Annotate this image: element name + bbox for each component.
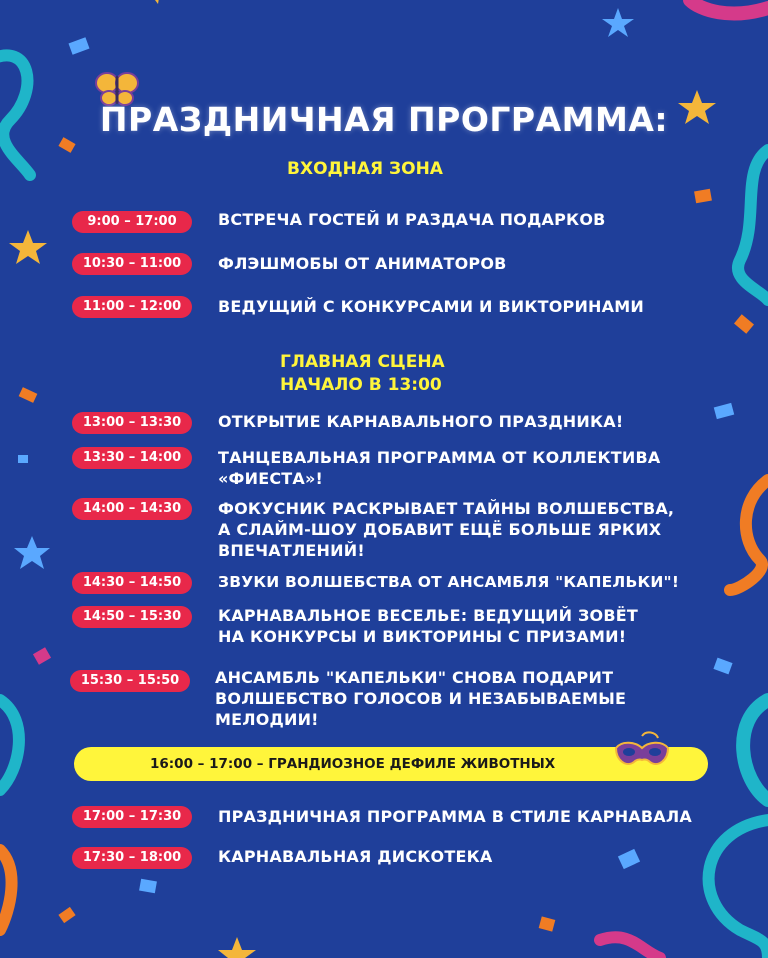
star-icon [602, 8, 634, 37]
time-badge: 13:30 – 14:00 [72, 447, 192, 469]
event-description: ФЛЭШМОБЫ ОТ АНИМАТОРОВ [218, 254, 507, 273]
event-description: ЗВУКИ ВОЛШЕБСТВА ОТ АНСАМБЛЯ "КАПЕЛЬКИ"! [218, 573, 680, 591]
event-description: КАРНАВАЛЬНАЯ ДИСКОТЕКА [218, 847, 493, 866]
confetti [734, 314, 754, 333]
section-entrance-title: ВХОДНАЯ ЗОНА [287, 159, 443, 179]
serpentine-ribbon [0, 850, 12, 930]
time-badge: 14:00 – 14:30 [72, 498, 192, 520]
event-description: ТАНЦЕВАЛЬНАЯ ПРОГРАММА ОТ КОЛЛЕКТИВА [218, 448, 661, 467]
section-main-stage-start: НАЧАЛО В 13:00 [280, 375, 442, 395]
time-badge: 14:30 – 14:50 [72, 572, 192, 594]
serpentine-ribbon [690, 0, 768, 13]
confetti [58, 137, 75, 153]
star-icon [155, 0, 160, 4]
confetti [539, 916, 556, 931]
confetti [714, 403, 734, 419]
serpentine-ribbon [738, 150, 768, 300]
time-badge: 13:00 – 13:30 [72, 412, 192, 434]
highlight-banner-text: 16:00 – 17:00 – ГРАНДИОЗНОЕ ДЕФИЛЕ ЖИВОТНЫХ [150, 756, 556, 772]
confetti [713, 658, 732, 675]
carnival-mask-icon [612, 730, 672, 776]
event-description: МЕЛОДИИ! [215, 710, 319, 729]
star-icon [9, 230, 47, 264]
confetti [19, 387, 38, 403]
time-badge: 10:30 – 11:00 [72, 253, 192, 275]
time-badge: 9:00 – 17:00 [72, 211, 192, 233]
confetti [18, 455, 28, 463]
time-badge: 17:00 – 17:30 [72, 806, 192, 828]
event-description: «ФИЕСТА»! [218, 469, 323, 488]
serpentine-ribbon [600, 937, 660, 958]
event-description: КАРНАВАЛЬНОЕ ВЕСЕЛЬЕ: ВЕДУЩИЙ ЗОВЁТ [218, 606, 638, 625]
time-badge: 17:30 – 18:00 [72, 847, 192, 869]
event-description: НА КОНКУРСЫ И ВИКТОРИНЫ С ПРИЗАМИ! [218, 627, 627, 646]
time-badge: 15:30 – 15:50 [70, 670, 190, 692]
confetti [58, 907, 75, 923]
event-description: ВОЛШЕБСТВО ГОЛОСОВ И НЕЗАБЫВАЕМЫЕ [215, 689, 627, 708]
section-main-stage-title: ГЛАВНАЯ СЦЕНА [280, 352, 445, 372]
event-description: ВЕДУЩИЙ С КОНКУРСАМИ И ВИКТОРИНАМИ [218, 297, 644, 316]
star-icon [14, 536, 50, 569]
confetti [33, 647, 51, 664]
confetti [139, 879, 157, 894]
event-description: А СЛАЙМ-ШОУ ДОБАВИТ ЕЩЁ БОЛЬШЕ ЯРКИХ [218, 520, 662, 539]
serpentine-ribbon [730, 480, 768, 590]
time-badge: 11:00 – 12:00 [72, 296, 192, 318]
time-badge: 14:50 – 15:30 [72, 606, 192, 628]
confetti [68, 37, 89, 54]
serpentine-ribbon [709, 820, 768, 958]
event-description: ВСТРЕЧА ГОСТЕЙ И РАЗДАЧА ПОДАРКОВ [218, 210, 606, 229]
serpentine-ribbon [743, 700, 768, 800]
page-title: ПРАЗДНИЧНАЯ ПРОГРАММА: [99, 100, 669, 139]
event-description: ОТКРЫТИЕ КАРНАВАЛЬНОГО ПРАЗДНИКА! [218, 412, 624, 431]
confetti [694, 189, 712, 204]
star-icon [218, 937, 256, 958]
confetti [618, 849, 640, 869]
event-description: АНСАМБЛЬ "КАПЕЛЬКИ" СНОВА ПОДАРИТ [215, 668, 614, 687]
event-description: ВПЕЧАТЛЕНИЙ! [218, 541, 365, 560]
event-description: ПРАЗДНИЧНАЯ ПРОГРАММА В СТИЛЕ КАРНАВАЛА [218, 807, 692, 826]
serpentine-ribbon [0, 700, 19, 790]
event-description: ФОКУСНИК РАСКРЫВАЕТ ТАЙНЫ ВОЛШЕБСТВА, [218, 499, 675, 518]
